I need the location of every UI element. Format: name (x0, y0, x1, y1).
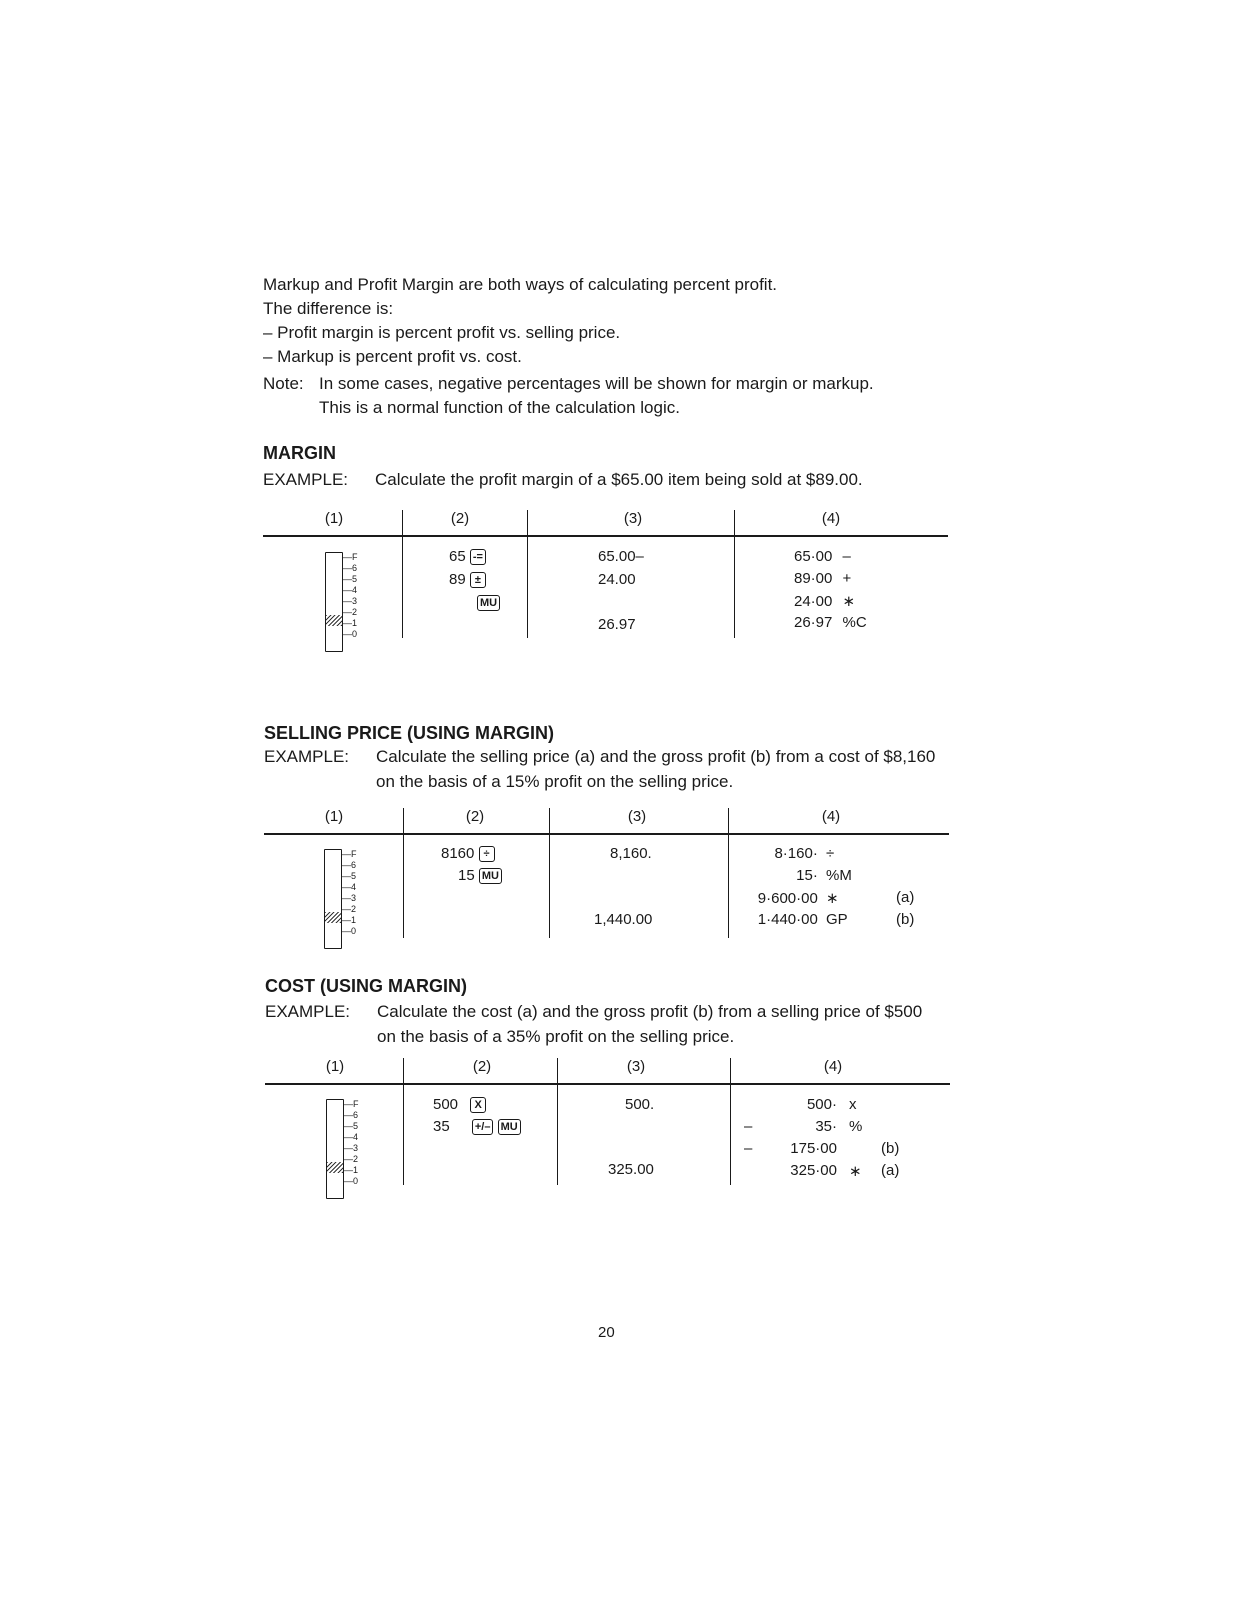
markup-key-icon: MU (479, 868, 502, 884)
column-header: (1) (324, 808, 344, 825)
table-selling-price (264, 808, 949, 958)
column-divider (734, 510, 735, 638)
example-label: EXAMPLE: (265, 1002, 351, 1021)
selector-labels: —F —6 —5 —4 —3 —2 —1 —0 (343, 552, 358, 639)
example-text (377, 999, 922, 1049)
markup-key-icon: MU (477, 595, 500, 611)
printout-tag: (a) (881, 1162, 900, 1179)
printout-row (264, 845, 856, 862)
printout-value: 35· (815, 1118, 837, 1135)
column-header: (4) (823, 1058, 843, 1075)
display-value: 1,440.00 (594, 911, 653, 928)
intro-line: Markup and Profit Margin are both ways of calculating percent profit. (263, 275, 778, 294)
display-value: 65.00– (598, 548, 644, 565)
printout-tag: (a) (896, 889, 915, 906)
entry-number: 500 (433, 1096, 459, 1113)
column-divider (402, 510, 403, 638)
example-line: on the basis of a 35% profit on the selling price. (377, 1027, 735, 1046)
selector-label: F (351, 849, 357, 859)
example-line: Calculate the cost (a) and the gross profit (b) from a selling price of $500 (377, 1002, 923, 1021)
selector-label: 5 (352, 574, 358, 584)
example-text: Calculate the profit margin of a $65.00 item being sold at $89.00. (375, 470, 863, 489)
column-header: (2) (465, 808, 485, 825)
printout-prefix: – (744, 1140, 753, 1157)
plus-equals-key-icon: ± (470, 572, 486, 588)
printout-value: 24·00 (794, 593, 833, 610)
selector-label: 1 (352, 618, 358, 628)
column-header: (4) (821, 510, 841, 527)
minus-equals-key-icon: -= (470, 549, 486, 565)
printout-value: 175·00 (790, 1140, 837, 1157)
key-entry (449, 548, 486, 565)
selector-label: 6 (352, 563, 358, 573)
selector-label: 1 (351, 915, 357, 925)
key-entry (477, 594, 500, 611)
column-divider (527, 510, 528, 638)
selector-label: 0 (351, 926, 357, 936)
printout-row (794, 592, 855, 610)
note-line: This is a normal function of the calculation logic. (319, 398, 680, 417)
selector-label: 3 (352, 596, 358, 606)
header-rule (263, 535, 948, 537)
note-label: Note: (263, 374, 304, 393)
printout-symbol: x (849, 1096, 857, 1113)
printout-tag: (b) (896, 911, 915, 928)
selector-label: 2 (351, 904, 357, 914)
printout-tag: (b) (881, 1140, 900, 1157)
example-selling-price (264, 744, 964, 796)
header-rule (265, 1083, 950, 1085)
example-label: EXAMPLE: (264, 747, 350, 766)
selector-labels: —F —6 —5 —4 —3 —2 —1 —0 (342, 849, 357, 936)
printout-symbol: ∗ (842, 593, 856, 610)
example-line: on the basis of a 15% profit on the selling price. (376, 772, 734, 791)
selector-label: 3 (351, 893, 357, 903)
column-header: (3) (626, 1058, 646, 1075)
intro-line: The difference is: (263, 299, 394, 318)
column-header: (3) (623, 510, 643, 527)
section-heading-cost: COST (USING MARGIN) (265, 976, 467, 996)
printout-value: 65·00 (794, 548, 833, 565)
printout-symbol: %M (826, 867, 852, 884)
column-header: (2) (450, 510, 470, 527)
printout-prefix: – (744, 1118, 753, 1135)
note-line: In some cases, negative percentages will be shown for margin or markup. (319, 374, 874, 393)
printout-row (794, 614, 867, 631)
printout-value: 500· (806, 1096, 837, 1113)
page-number: 20 (598, 1324, 615, 1341)
selector-label: 2 (352, 607, 358, 617)
divide-key-icon: ÷ (479, 846, 495, 862)
column-header: (2) (472, 1058, 492, 1075)
printout-value: 9·600·00 (757, 890, 818, 907)
table-cost (265, 1058, 950, 1208)
printout-row (794, 548, 851, 565)
key-entry (449, 571, 486, 588)
display-value: 24.00 (598, 571, 636, 588)
display-value: 26.97 (598, 616, 636, 633)
printout-row (264, 911, 856, 928)
multiply-key-icon: X (470, 1097, 486, 1113)
decimal-selector-switch (325, 552, 343, 652)
selector-position-2 (326, 615, 342, 626)
display-value: 500. (625, 1096, 655, 1113)
column-header: (1) (324, 510, 344, 527)
section-heading-margin: MARGIN (263, 443, 336, 463)
example-margin (263, 467, 963, 493)
selector-label: 0 (353, 1176, 359, 1186)
selector-label: F (352, 552, 358, 562)
selector-label: 4 (351, 882, 357, 892)
selector-label: 6 (353, 1110, 359, 1120)
printout-symbol: ÷ (826, 845, 835, 862)
example-label: EXAMPLE: (263, 470, 349, 489)
printout-value: 26·97 (794, 614, 833, 631)
display-value: 8,160. (610, 845, 652, 862)
selector-label: 1 (353, 1165, 359, 1175)
printout-value: 8·160· (774, 845, 818, 862)
selector-label: 6 (351, 860, 357, 870)
printout-symbol: % (849, 1118, 863, 1135)
printout-value: 89·00 (794, 570, 833, 587)
printout-value: 325·00 (790, 1162, 837, 1179)
selector-label: 2 (353, 1154, 359, 1164)
column-header: (1) (325, 1058, 345, 1075)
example-text (376, 744, 935, 794)
entry-number: 15 (458, 867, 475, 884)
printout-symbol: + (842, 570, 852, 587)
intro-line: – Markup is percent profit vs. cost. (263, 347, 522, 366)
header-rule (264, 833, 949, 835)
printout-symbol: %C (842, 614, 867, 631)
note-text (319, 372, 874, 420)
selector-label: F (353, 1099, 359, 1109)
plus-minus-key-icon: +/– (472, 1119, 494, 1135)
printout-symbol: ∗ (826, 890, 839, 907)
printout-row (264, 867, 856, 884)
selector-label: 4 (353, 1132, 359, 1142)
printout-row (794, 570, 851, 587)
selector-label: 5 (353, 1121, 359, 1131)
table-margin (263, 510, 948, 660)
printout-symbol: ∗ (849, 1163, 862, 1180)
printout-row (264, 889, 856, 907)
section-heading-selling-price: SELLING PRICE (USING MARGIN) (264, 723, 555, 743)
printout-value: 15· (796, 867, 818, 884)
markup-key-icon: MU (498, 1119, 521, 1135)
column-header: (4) (821, 808, 841, 825)
selector-label: 0 (352, 629, 358, 639)
intro-paragraph (263, 273, 777, 369)
selector-label: 4 (352, 585, 358, 595)
display-value: 325.00 (608, 1161, 654, 1178)
example-cost (265, 999, 965, 1051)
selector-label: 5 (351, 871, 357, 881)
entry-number: 35 (433, 1118, 450, 1135)
printout-symbol: – (842, 548, 851, 565)
example-line: Calculate the selling price (a) and the gross profit (b) from a cost of $8,160 (376, 747, 936, 766)
printout-symbol: GP (826, 911, 848, 928)
intro-line: – Profit margin is percent profit vs. selling price. (263, 323, 621, 342)
entry-number: 89 (449, 571, 466, 588)
selector-label: 3 (353, 1143, 359, 1153)
selector-labels: —F —6 —5 —4 —3 —2 —1 —0 (344, 1099, 359, 1186)
entry-number: 65 (449, 548, 466, 565)
printout-value: 1·440·00 (757, 911, 818, 928)
column-header: (3) (627, 808, 647, 825)
entry-number: 8160 (441, 845, 475, 862)
